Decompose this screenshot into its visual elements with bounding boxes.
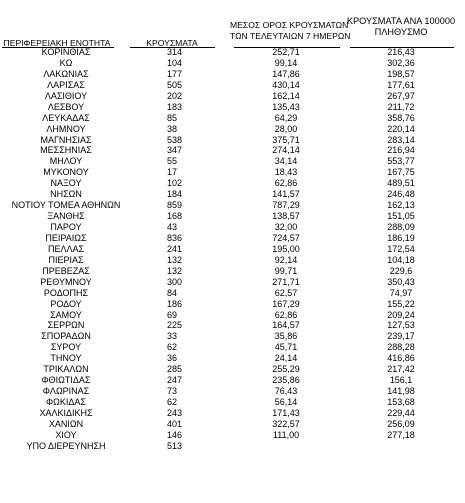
avg-cell: 56,14	[274, 397, 298, 407]
per100k-cell: 267,97	[387, 90, 415, 101]
cases-cell: 225	[167, 320, 183, 331]
table-row	[0, 156, 465, 167]
table-row	[0, 342, 465, 353]
region-cell: ΜΗΛΟΥ	[49, 156, 83, 167]
avg-cell: 34,14	[274, 156, 298, 167]
table-row	[0, 386, 465, 397]
region-cell: ΚΟΡΙΝΘΙΑΣ	[41, 47, 91, 57]
per100k-cell: 153,68	[387, 397, 415, 407]
per100k-cell: 220,14	[387, 123, 415, 134]
avg-cell: 430,14	[272, 79, 300, 90]
table-row	[0, 419, 465, 430]
avg-cell: 62,57	[274, 287, 298, 298]
table-row	[0, 233, 465, 244]
avg-cell: 235,86	[272, 375, 300, 386]
cases-cell: 55	[167, 156, 178, 167]
per100k-cell: 151,05	[387, 211, 415, 222]
cases-cell: 168	[167, 211, 183, 222]
table-row	[0, 211, 465, 222]
table-row	[0, 135, 465, 146]
avg-cell: 32,00	[274, 222, 298, 232]
table-body	[0, 47, 465, 452]
avg-cell: 141,57	[272, 189, 300, 200]
cases-cell: 132	[167, 254, 183, 265]
cases-cell: 184	[167, 189, 183, 200]
per100k-cell: 198,57	[387, 68, 415, 79]
table-row	[0, 189, 465, 200]
region-cell: ΧΙΟΥ	[55, 429, 77, 440]
per100k-cell: 553,77	[387, 156, 415, 167]
table-row	[0, 375, 465, 386]
table-row	[0, 69, 465, 80]
per100k-cell: 186,19	[387, 232, 415, 243]
table-row	[0, 47, 465, 58]
avg-cell: 375,71	[272, 134, 300, 145]
avg-cell: 76,43	[274, 386, 298, 397]
per100k-cell: 211,72	[387, 101, 415, 112]
region-cell: ΧΑΝΙΩΝ	[48, 418, 84, 429]
avg-cell: 45,71	[274, 342, 298, 353]
table-row	[0, 266, 465, 277]
avg-cell: 271,71	[272, 276, 300, 287]
region-cell: ΝΑΞΟΥ	[50, 178, 82, 189]
region-cell: ΣΠΟΡΑΔΩΝ	[41, 331, 91, 342]
per100k-cell: 256,09	[387, 418, 415, 429]
cases-cell: 243	[167, 407, 183, 418]
cases-cell: 859	[167, 200, 183, 211]
per100k-cell: 216,94	[387, 145, 415, 156]
table-row	[0, 353, 465, 364]
per100k-cell: 217,42	[387, 364, 415, 375]
header-region: ΠΕΡΙΦΕΡΕΙΑΚΗ ΕΝΟΤΗΤΑ	[3, 38, 111, 48]
table-row	[0, 58, 465, 69]
per100k-cell: 162,13	[387, 200, 415, 211]
table-row	[0, 222, 465, 233]
cases-cell: 17	[167, 167, 178, 178]
table-row	[0, 178, 465, 189]
region-cell: ΜΥΚΟΝΟΥ	[43, 167, 89, 178]
table-row	[0, 331, 465, 342]
cases-cell: 84	[167, 287, 178, 298]
avg-cell: 724,57	[272, 232, 300, 243]
region-cell: ΠΡΕΒΕΖΑΣ	[42, 265, 90, 276]
per100k-cell: 288,28	[387, 342, 415, 353]
per100k-cell: 489,51	[387, 178, 415, 189]
cases-cell: 36	[167, 353, 178, 364]
per100k-cell: 283,14	[387, 134, 415, 145]
table-row	[0, 200, 465, 211]
region-cell: ΠΕΛΛΑΣ	[47, 243, 85, 254]
avg-cell: 787,29	[272, 200, 300, 211]
region-cell: ΡΕΘΥΜΝΟΥ	[40, 276, 92, 287]
per100k-cell: 177,61	[387, 79, 415, 90]
region-cell: ΠΕΙΡΑΙΩΣ	[45, 232, 87, 243]
cases-cell: 177	[167, 68, 183, 79]
region-cell: ΥΠΟ ΔΙΕΡΕΥΝΗΣΗ	[26, 440, 106, 451]
cases-cell: 102	[167, 178, 183, 189]
region-cell: ΛΑΡΙΣΑΣ	[47, 79, 85, 90]
table-row	[0, 408, 465, 419]
table-row	[0, 255, 465, 266]
region-cell: ΠΙΕΡΙΑΣ	[48, 254, 84, 265]
table-row	[0, 310, 465, 321]
cases-cell: 401	[167, 418, 183, 429]
header-avg-line2: ΤΩΝ ΤΕΛΕΥΤΑΙΩΝ 7 ΗΜΕΡΩΝ	[230, 30, 351, 41]
avg-cell: 274,14	[272, 145, 300, 156]
table-row	[0, 80, 465, 91]
cases-cell: 300	[167, 276, 183, 287]
region-cell: ΞΑΝΘΗΣ	[47, 211, 85, 222]
avg-cell: 64,29	[274, 112, 298, 123]
avg-cell: 322,57	[272, 418, 300, 429]
header-per100k-line2: ΠΛΗΘΥΣΜΟ	[374, 27, 428, 37]
region-cell: ΚΩ	[59, 57, 73, 68]
table-row	[0, 145, 465, 156]
cases-cell: 202	[167, 90, 183, 101]
header-per100k-line1: ΚΡΟΥΣΜΑΤΑ ΑΝΑ 100000	[346, 16, 456, 26]
region-cell: ΛΕΣΒΟΥ	[47, 101, 85, 112]
cases-cell: 69	[167, 309, 178, 320]
per100k-cell: 288,09	[387, 222, 415, 232]
per100k-cell: 172,54	[387, 243, 415, 254]
region-cell: ΡΟΔΟΥ	[50, 298, 82, 309]
avg-cell: 62,86	[274, 178, 298, 189]
region-cell: ΦΩΚΙΔΑΣ	[46, 397, 86, 407]
table-row	[0, 441, 465, 452]
region-cell: ΝΗΣΩΝ	[50, 189, 82, 200]
avg-cell: 167,29	[272, 298, 300, 309]
cases-cell: 43	[167, 222, 178, 232]
table-row	[0, 299, 465, 310]
header-cases: ΚΡΟΥΣΜΑΤΑ	[146, 38, 198, 48]
avg-cell: 99,14	[274, 57, 298, 68]
per100k-cell: 127,53	[387, 320, 415, 331]
header-avg-line1: ΜΕΣΟΣ ΟΡΟΣ ΚΡΟΥΣΜΑΤΩΝ	[230, 20, 349, 30]
region-cell: ΠΑΡΟΥ	[50, 222, 82, 232]
per100k-cell: 239,17	[387, 331, 415, 342]
table-row	[0, 277, 465, 288]
avg-cell: 164,57	[272, 320, 300, 331]
cases-cell: 186	[167, 298, 183, 309]
region-cell: ΡΟΔΟΠΗΣ	[43, 287, 89, 298]
avg-cell: 147,86	[272, 68, 300, 79]
per100k-cell: 416,86	[387, 353, 415, 364]
table-row	[0, 244, 465, 255]
cases-cell: 104	[167, 57, 183, 68]
avg-cell: 138,57	[272, 211, 300, 222]
avg-cell: 252,71	[272, 47, 300, 57]
region-cell: ΛΗΜΝΟΥ	[46, 123, 86, 134]
region-cell: ΣΕΡΡΩΝ	[47, 320, 85, 331]
region-cell: ΧΑΛΚΙΔΙΚΗΣ	[39, 407, 93, 418]
cases-cell: 85	[167, 112, 178, 123]
cases-cell: 73	[167, 386, 178, 397]
cases-cell: 513	[167, 440, 183, 451]
avg-cell: 135,43	[272, 101, 300, 112]
avg-cell: 162,14	[272, 90, 300, 101]
cases-cell: 146	[167, 429, 183, 440]
avg-cell: 195,00	[272, 243, 300, 254]
cases-cell: 62	[167, 397, 178, 407]
per100k-cell: 156,1	[389, 375, 413, 386]
per100k-cell: 246,48	[387, 189, 415, 200]
avg-cell: 99,71	[274, 265, 298, 276]
region-cell: ΣΑΜΟΥ	[50, 309, 82, 320]
cases-cell: 132	[167, 265, 183, 276]
table-row	[0, 397, 465, 408]
region-cell: ΝΟΤΙΟΥ ΤΟΜΕΑ ΑΘΗΝΩΝ	[11, 200, 121, 211]
table-row	[0, 320, 465, 331]
region-cell: ΜΑΓΝΗΣΙΑΣ	[40, 134, 92, 145]
per100k-cell: 229,44	[387, 407, 415, 418]
region-cell: ΛΕΥΚΑΔΑΣ	[42, 112, 90, 123]
cases-cell: 538	[167, 134, 183, 145]
table-row	[0, 167, 465, 178]
avg-cell: 255,29	[272, 364, 300, 375]
per100k-cell: 358,76	[387, 112, 415, 123]
region-cell: ΜΕΣΣΗΝΙΑΣ	[40, 145, 92, 156]
per100k-cell: 141,98	[387, 386, 415, 397]
avg-cell: 18,43	[274, 167, 298, 178]
cases-cell: 347	[167, 145, 183, 156]
cases-cell: 247	[167, 375, 183, 386]
per100k-cell: 277,18	[387, 429, 415, 440]
region-cell: ΤΗΝΟΥ	[50, 353, 82, 364]
avg-cell: 92,14	[274, 254, 298, 265]
table-row	[0, 364, 465, 375]
per100k-cell: 74,97	[389, 287, 413, 298]
cases-cell: 62	[167, 342, 178, 353]
region-cell: ΦΘΙΩΤΙΔΑΣ	[41, 375, 91, 386]
cases-cell: 285	[167, 364, 183, 375]
table-row	[0, 124, 465, 135]
table-row	[0, 113, 465, 124]
table-row	[0, 288, 465, 299]
avg-cell: 35,86	[274, 331, 298, 342]
cases-cell: 314	[167, 47, 183, 57]
region-cell: ΤΡΙΚΑΛΩΝ	[43, 364, 89, 375]
region-cell: ΦΛΩΡΙΝΑΣ	[42, 386, 90, 397]
per100k-cell: 302,36	[387, 57, 415, 68]
region-cell: ΛΑΚΩΝΙΑΣ	[43, 68, 89, 79]
table-row	[0, 91, 465, 102]
region-cell: ΛΑΣΙΘΙΟΥ	[44, 90, 88, 101]
header-per-100k	[346, 16, 456, 38]
cases-cell: 38	[167, 123, 178, 134]
cases-cell: 505	[167, 79, 183, 90]
cases-cell: 241	[167, 243, 183, 254]
avg-cell: 28,00	[274, 123, 298, 134]
cases-cell: 33	[167, 331, 178, 342]
avg-cell: 171,43	[272, 407, 300, 418]
region-cell: ΣΥΡΟΥ	[50, 342, 82, 353]
per100k-cell: 104,18	[387, 254, 415, 265]
table-row	[0, 430, 465, 441]
header-7day-average	[230, 20, 351, 41]
avg-cell: 62,86	[274, 309, 298, 320]
avg-cell: 24,14	[274, 353, 298, 364]
table-row	[0, 102, 465, 113]
per100k-cell: 167,75	[387, 167, 415, 178]
per100k-cell: 209,24	[387, 309, 415, 320]
avg-cell: 111,00	[272, 429, 300, 440]
per100k-cell: 216,43	[387, 47, 415, 57]
cases-cell: 183	[167, 101, 183, 112]
per100k-cell: 229,6	[389, 265, 413, 276]
per100k-cell: 350,43	[387, 276, 415, 287]
cases-cell: 836	[167, 232, 183, 243]
per100k-cell: 155,22	[387, 298, 415, 309]
